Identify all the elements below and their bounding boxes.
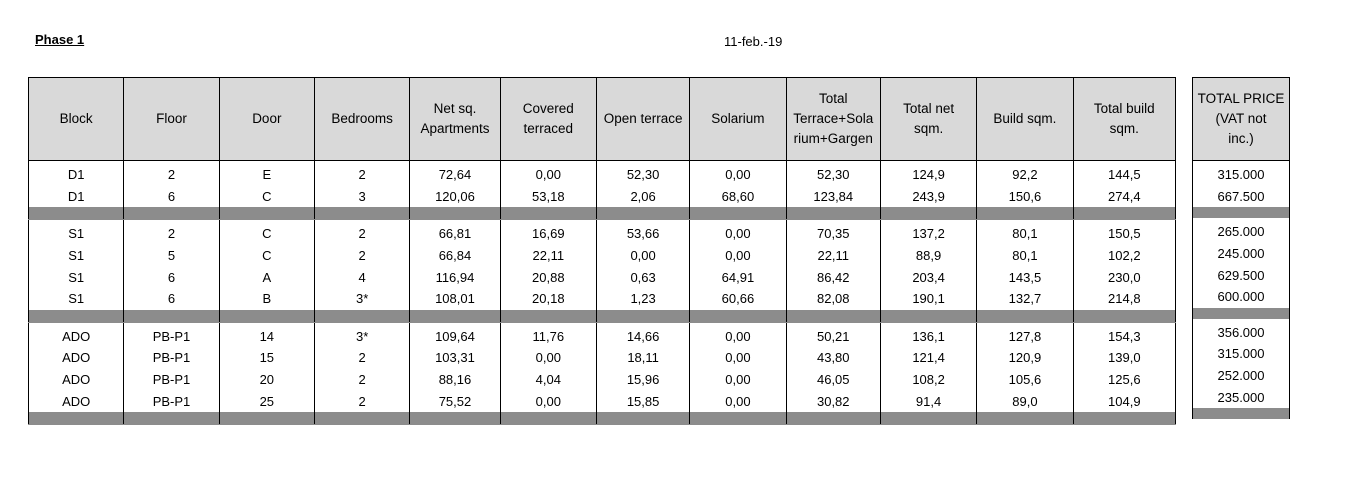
- cell-price: 315.000: [1193, 161, 1290, 186]
- cell-solarium: 60,66: [690, 288, 786, 310]
- cell-door: 20: [219, 369, 314, 391]
- cell-covered: 53,18: [500, 186, 596, 208]
- price-row: [1193, 186, 1290, 208]
- cell-door: 14: [219, 322, 314, 347]
- cell-floor: PB-P1: [124, 369, 219, 391]
- cell-solarium: 0,00: [690, 161, 786, 186]
- cell-price: 600.000: [1193, 286, 1290, 308]
- cell-open: 0,00: [596, 245, 689, 267]
- cell-block: S1: [29, 288, 124, 310]
- phase-title: Phase 1: [35, 32, 85, 47]
- cell-block: ADO: [29, 369, 124, 391]
- cell-bedrooms: 2: [314, 369, 409, 391]
- cell-bedrooms: 3*: [314, 322, 409, 347]
- col-header-total-price: TOTAL PRICE (VAT not inc.): [1193, 78, 1290, 161]
- separator-cell: [219, 208, 314, 220]
- separator-cell: [124, 208, 219, 220]
- separator-cell: [786, 412, 880, 424]
- cell-price: 629.500: [1193, 264, 1290, 286]
- cell-total-terrace: 22,11: [786, 245, 880, 267]
- cell-total-net: 190,1: [880, 288, 976, 310]
- separator-cell: [1193, 408, 1290, 419]
- cell-floor: 6: [124, 288, 219, 310]
- separator-cell: [29, 412, 124, 424]
- cell-total-build: 102,2: [1073, 245, 1175, 267]
- cell-build: 150,6: [977, 186, 1073, 208]
- cell-covered: 4,04: [500, 369, 596, 391]
- col-header-open-terrace: Open terrace: [596, 78, 689, 161]
- col-header-door: Door: [219, 78, 314, 161]
- cell-total-net: 88,9: [880, 245, 976, 267]
- cell-floor: 6: [124, 186, 219, 208]
- cell-block: ADO: [29, 347, 124, 369]
- cell-block: D1: [29, 186, 124, 208]
- cell-door: C: [219, 245, 314, 267]
- separator-cell: [124, 412, 219, 424]
- separator-cell: [786, 310, 880, 322]
- cell-solarium: 0,00: [690, 369, 786, 391]
- cell-open: 1,23: [596, 288, 689, 310]
- cell-bedrooms: 2: [314, 390, 409, 412]
- price-row: [1193, 365, 1290, 387]
- cell-net: 66,81: [410, 220, 500, 245]
- cell-total-build: 230,0: [1073, 266, 1175, 288]
- cell-total-net: 243,9: [880, 186, 976, 208]
- separator-cell: [410, 208, 500, 220]
- separator-cell: [977, 208, 1073, 220]
- group-separator: [29, 208, 1176, 220]
- cell-door: 25: [219, 390, 314, 412]
- price-table: [1192, 77, 1290, 419]
- cell-net: 103,31: [410, 347, 500, 369]
- separator-cell: [977, 310, 1073, 322]
- col-header-total-net: Total net sqm.: [880, 78, 976, 161]
- cell-open: 18,11: [596, 347, 689, 369]
- group-separator: [29, 412, 1176, 424]
- col-header-total-build: Total build sqm.: [1073, 78, 1175, 161]
- cell-total-net: 108,2: [880, 369, 976, 391]
- cell-net: 116,94: [410, 266, 500, 288]
- cell-build: 80,1: [977, 220, 1073, 245]
- separator-cell: [410, 412, 500, 424]
- cell-covered: 20,88: [500, 266, 596, 288]
- table-row: [29, 322, 1176, 347]
- cell-total-build: 154,3: [1073, 322, 1175, 347]
- separator-cell: [500, 208, 596, 220]
- cell-block: S1: [29, 220, 124, 245]
- separator-cell: [500, 310, 596, 322]
- cell-build: 132,7: [977, 288, 1073, 310]
- cell-build: 92,2: [977, 161, 1073, 186]
- cell-total-terrace: 46,05: [786, 369, 880, 391]
- cell-total-net: 136,1: [880, 322, 976, 347]
- separator-cell: [1073, 412, 1175, 424]
- group-separator: [29, 310, 1176, 322]
- separator-cell: [500, 412, 596, 424]
- col-header-covered: Covered terraced: [500, 78, 596, 161]
- separator-cell: [219, 412, 314, 424]
- cell-build: 120,9: [977, 347, 1073, 369]
- col-header-block: Block: [29, 78, 124, 161]
- cell-total-terrace: 52,30: [786, 161, 880, 186]
- cell-price: 265.000: [1193, 218, 1290, 243]
- separator-cell: [314, 310, 409, 322]
- price-row: [1193, 343, 1290, 365]
- price-row: [1193, 243, 1290, 265]
- cell-total-build: 274,4: [1073, 186, 1175, 208]
- cell-total-terrace: 43,80: [786, 347, 880, 369]
- cell-block: ADO: [29, 390, 124, 412]
- cell-floor: PB-P1: [124, 390, 219, 412]
- cell-door: B: [219, 288, 314, 310]
- cell-block: S1: [29, 245, 124, 267]
- cell-total-terrace: 86,42: [786, 266, 880, 288]
- separator-cell: [1073, 310, 1175, 322]
- cell-covered: 22,11: [500, 245, 596, 267]
- cell-price: 667.500: [1193, 186, 1290, 208]
- separator-cell: [880, 310, 976, 322]
- cell-build: 127,8: [977, 322, 1073, 347]
- cell-covered: 20,18: [500, 288, 596, 310]
- cell-total-build: 150,5: [1073, 220, 1175, 245]
- cell-solarium: 0,00: [690, 322, 786, 347]
- cell-price: 235.000: [1193, 386, 1290, 408]
- cell-door: 15: [219, 347, 314, 369]
- cell-open: 15,85: [596, 390, 689, 412]
- separator-cell: [786, 208, 880, 220]
- separator-cell: [690, 412, 786, 424]
- cell-solarium: 64,91: [690, 266, 786, 288]
- cell-open: 52,30: [596, 161, 689, 186]
- col-header-solarium: Solarium: [690, 78, 786, 161]
- separator-cell: [314, 412, 409, 424]
- cell-price: 356.000: [1193, 319, 1290, 344]
- table-row: [29, 347, 1176, 369]
- cell-total-build: 104,9: [1073, 390, 1175, 412]
- cell-total-terrace: 82,08: [786, 288, 880, 310]
- price-header-row: [1193, 78, 1290, 161]
- cell-door: E: [219, 161, 314, 186]
- price-row: [1193, 218, 1290, 243]
- cell-covered: 11,76: [500, 322, 596, 347]
- group-separator: [1193, 308, 1290, 319]
- cell-total-terrace: 123,84: [786, 186, 880, 208]
- price-row: [1193, 161, 1290, 186]
- cell-net: 72,64: [410, 161, 500, 186]
- table-row: [29, 161, 1176, 186]
- price-row: [1193, 319, 1290, 344]
- separator-cell: [314, 208, 409, 220]
- separator-cell: [596, 208, 689, 220]
- separator-cell: [410, 310, 500, 322]
- cell-total-terrace: 70,35: [786, 220, 880, 245]
- col-header-total-terrace: Total Terrace+Sola rium+Gargen: [786, 78, 880, 161]
- col-header-build-sqm: Build sqm.: [977, 78, 1073, 161]
- cell-covered: 0,00: [500, 347, 596, 369]
- cell-bedrooms: 2: [314, 245, 409, 267]
- cell-floor: 5: [124, 245, 219, 267]
- cell-net: 88,16: [410, 369, 500, 391]
- group-separator: [1193, 408, 1290, 419]
- col-header-bedrooms: Bedrooms: [314, 78, 409, 161]
- price-row: [1193, 386, 1290, 408]
- separator-cell: [880, 412, 976, 424]
- table-row: [29, 220, 1176, 245]
- separator-cell: [596, 310, 689, 322]
- cell-net: 108,01: [410, 288, 500, 310]
- cell-build: 105,6: [977, 369, 1073, 391]
- table-row: [29, 369, 1176, 391]
- cell-total-build: 125,6: [1073, 369, 1175, 391]
- cell-bedrooms: 2: [314, 161, 409, 186]
- cell-floor: 2: [124, 220, 219, 245]
- cell-build: 89,0: [977, 390, 1073, 412]
- cell-bedrooms: 3*: [314, 288, 409, 310]
- separator-cell: [690, 208, 786, 220]
- cell-door: C: [219, 186, 314, 208]
- cell-solarium: 0,00: [690, 347, 786, 369]
- document-date: 11-feb.-19: [724, 34, 783, 49]
- cell-open: 2,06: [596, 186, 689, 208]
- separator-cell: [1073, 208, 1175, 220]
- cell-net: 66,84: [410, 245, 500, 267]
- cell-block: S1: [29, 266, 124, 288]
- separator-cell: [219, 310, 314, 322]
- cell-net: 109,64: [410, 322, 500, 347]
- cell-total-terrace: 30,82: [786, 390, 880, 412]
- cell-price: 315.000: [1193, 343, 1290, 365]
- table-row: [29, 390, 1176, 412]
- cell-solarium: 0,00: [690, 390, 786, 412]
- cell-net: 120,06: [410, 186, 500, 208]
- cell-door: A: [219, 266, 314, 288]
- cell-total-net: 203,4: [880, 266, 976, 288]
- cell-floor: 2: [124, 161, 219, 186]
- separator-cell: [124, 310, 219, 322]
- table-row: [29, 266, 1176, 288]
- cell-total-build: 144,5: [1073, 161, 1175, 186]
- cell-build: 143,5: [977, 266, 1073, 288]
- table-body: [29, 161, 1176, 425]
- cell-total-build: 139,0: [1073, 347, 1175, 369]
- apartments-table: [28, 77, 1176, 425]
- cell-covered: 0,00: [500, 161, 596, 186]
- cell-block: D1: [29, 161, 124, 186]
- cell-build: 80,1: [977, 245, 1073, 267]
- cell-covered: 0,00: [500, 390, 596, 412]
- cell-solarium: 0,00: [690, 245, 786, 267]
- cell-total-net: 137,2: [880, 220, 976, 245]
- cell-open: 15,96: [596, 369, 689, 391]
- cell-bedrooms: 3: [314, 186, 409, 208]
- separator-cell: [596, 412, 689, 424]
- price-row: [1193, 264, 1290, 286]
- col-header-net-sq: Net sq. Apartments: [410, 78, 500, 161]
- price-row: [1193, 286, 1290, 308]
- separator-cell: [880, 208, 976, 220]
- cell-price: 245.000: [1193, 243, 1290, 265]
- separator-cell: [690, 310, 786, 322]
- cell-block: ADO: [29, 322, 124, 347]
- cell-total-build: 214,8: [1073, 288, 1175, 310]
- cell-bedrooms: 4: [314, 266, 409, 288]
- cell-floor: PB-P1: [124, 347, 219, 369]
- cell-open: 14,66: [596, 322, 689, 347]
- separator-cell: [977, 412, 1073, 424]
- cell-net: 75,52: [410, 390, 500, 412]
- cell-price: 252.000: [1193, 365, 1290, 387]
- cell-door: C: [219, 220, 314, 245]
- header-row: [29, 78, 1176, 161]
- col-header-floor: Floor: [124, 78, 219, 161]
- separator-cell: [1193, 207, 1290, 218]
- cell-bedrooms: 2: [314, 220, 409, 245]
- table-row: [29, 288, 1176, 310]
- cell-total-net: 91,4: [880, 390, 976, 412]
- table-row: [29, 245, 1176, 267]
- cell-covered: 16,69: [500, 220, 596, 245]
- separator-cell: [1193, 308, 1290, 319]
- separator-cell: [29, 310, 124, 322]
- group-separator: [1193, 207, 1290, 218]
- cell-total-terrace: 50,21: [786, 322, 880, 347]
- cell-open: 53,66: [596, 220, 689, 245]
- cell-floor: 6: [124, 266, 219, 288]
- cell-solarium: 0,00: [690, 220, 786, 245]
- cell-floor: PB-P1: [124, 322, 219, 347]
- price-body: [1193, 161, 1290, 419]
- table-row: [29, 186, 1176, 208]
- separator-cell: [29, 208, 124, 220]
- cell-open: 0,63: [596, 266, 689, 288]
- cell-total-net: 124,9: [880, 161, 976, 186]
- cell-bedrooms: 2: [314, 347, 409, 369]
- cell-total-net: 121,4: [880, 347, 976, 369]
- cell-solarium: 68,60: [690, 186, 786, 208]
